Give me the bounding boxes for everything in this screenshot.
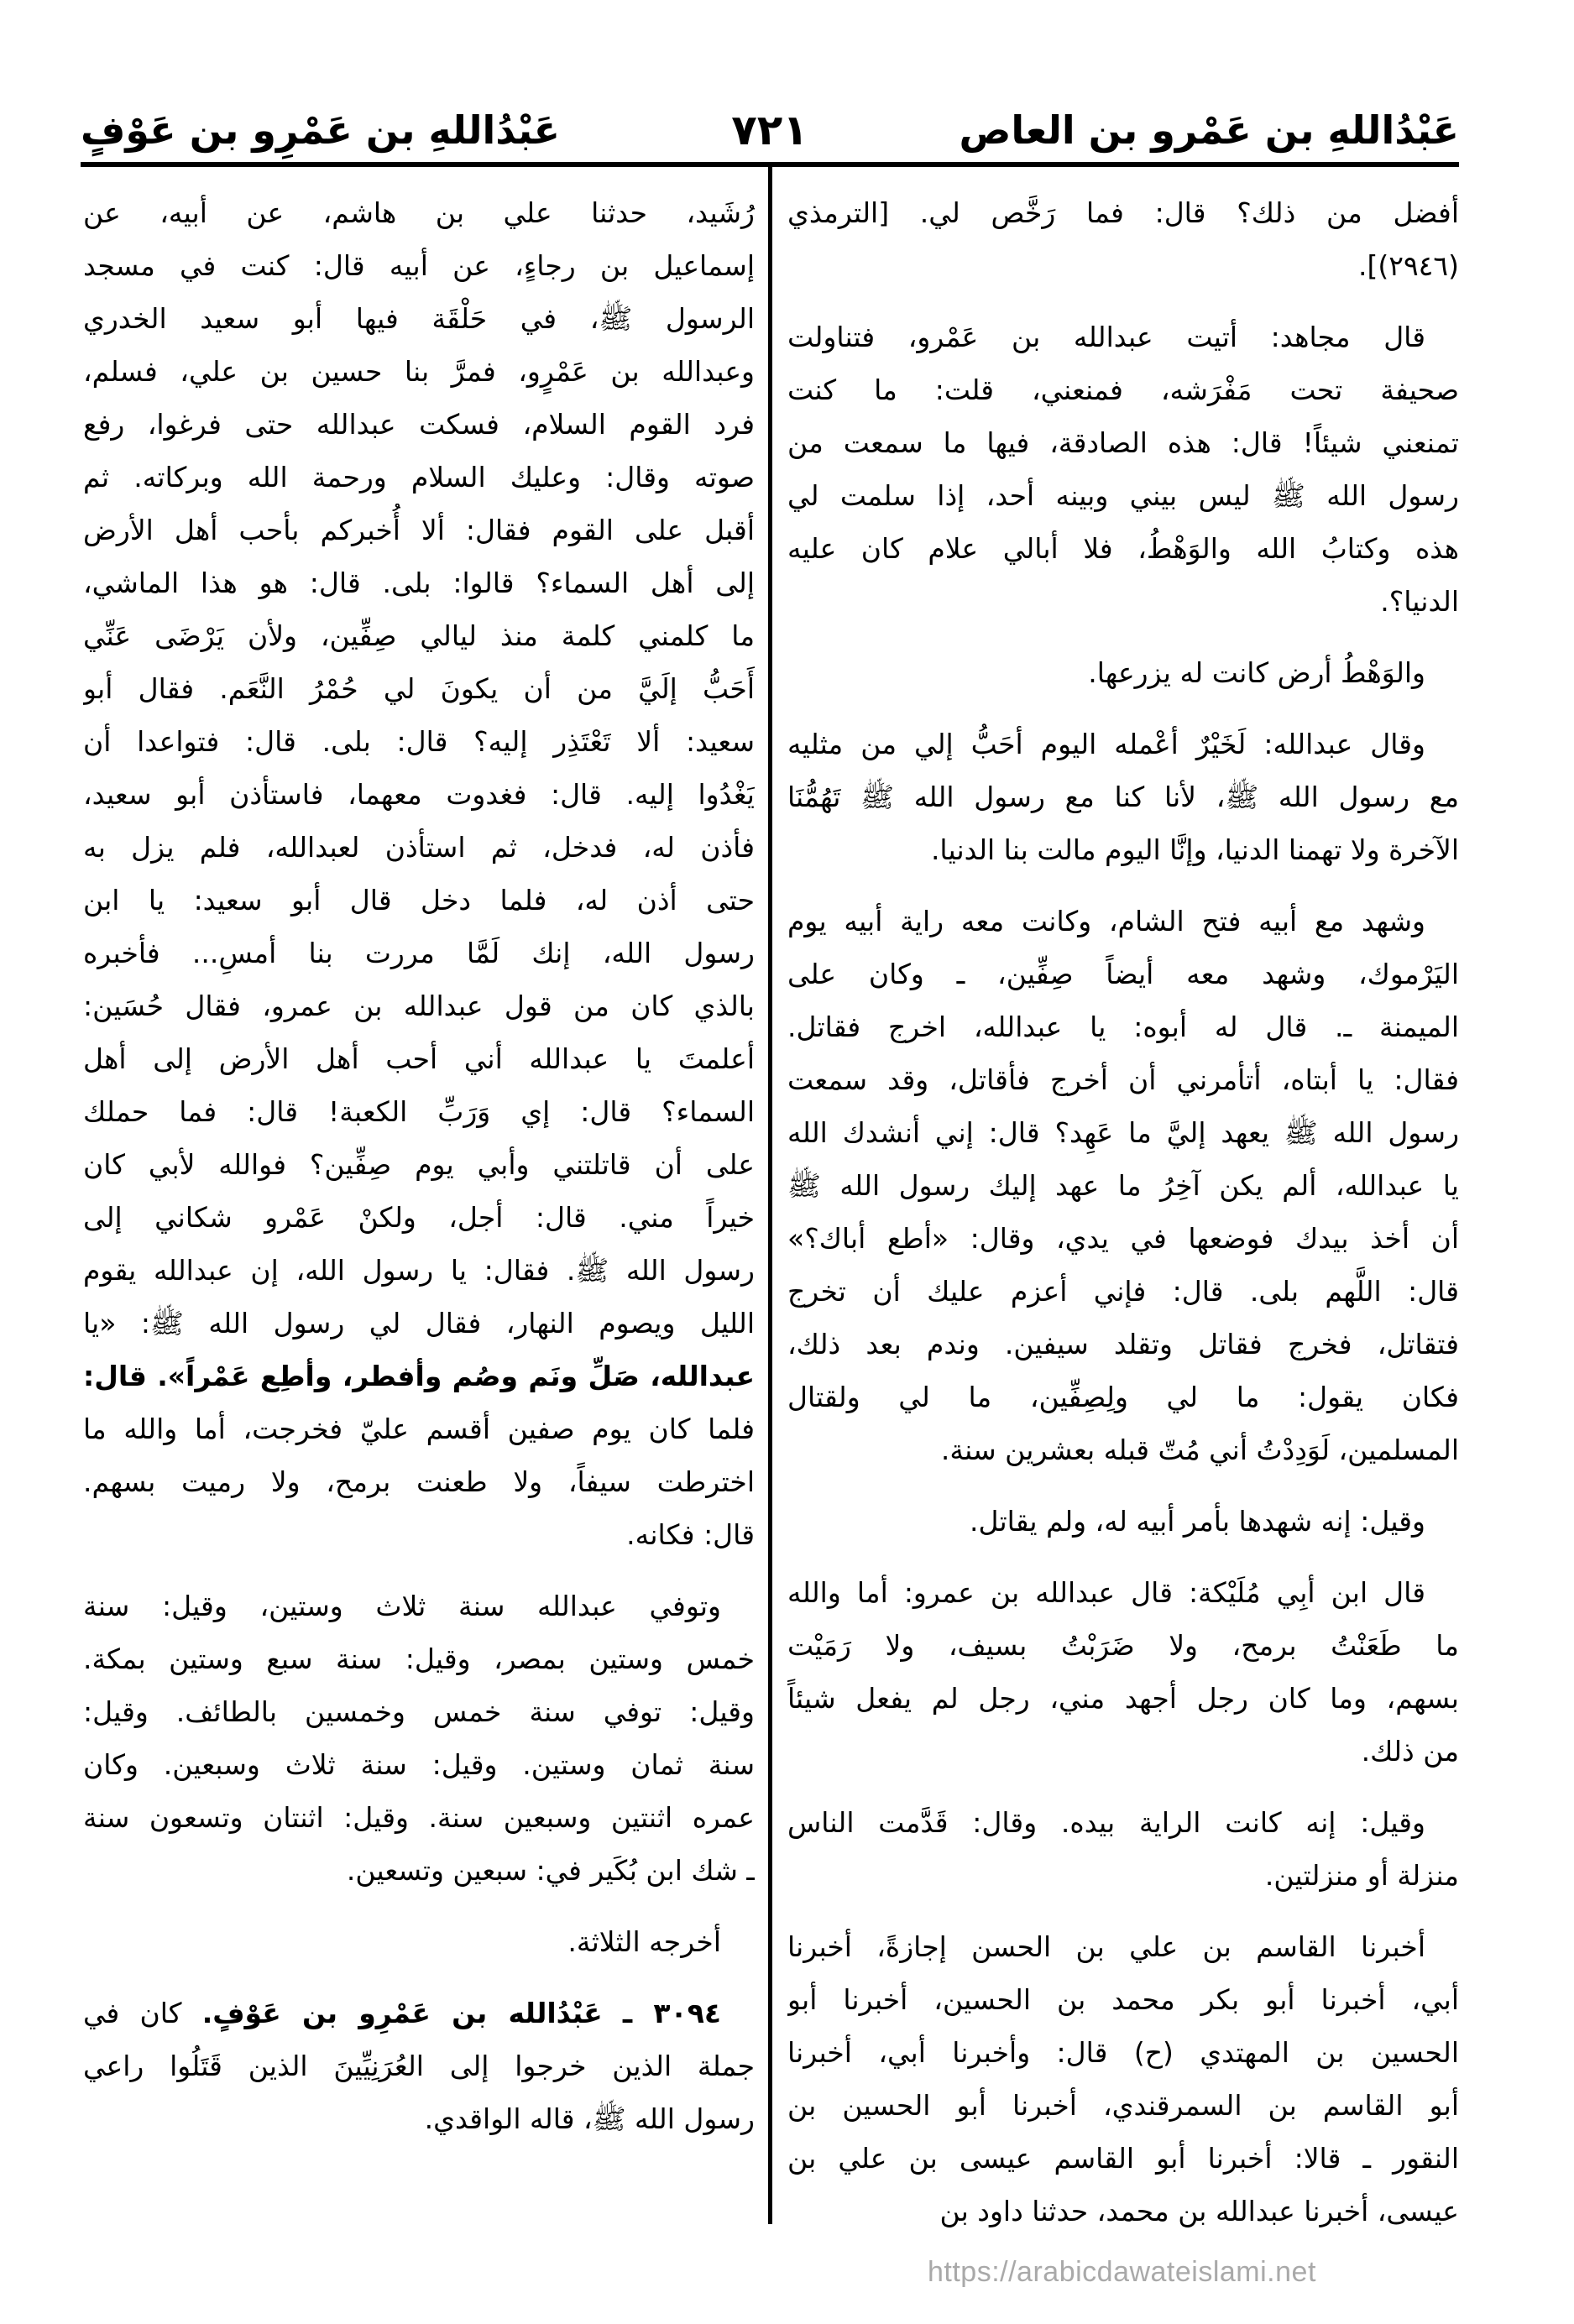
text-line: إلى أهل السماء؟ قالوا: بلى. قال: هو هذا الماشي،: [83, 567, 755, 599]
text-line: فتقاتل، فخرج فقاتل وتقلد سيفين. وندم بعد ذلك،: [787, 1328, 1459, 1360]
text-line: بسهم، وما كان رجل أجهد مني، رجل لم يفعل شيئاً: [787, 1682, 1459, 1715]
column-divider: [768, 165, 772, 2224]
text-line: الميمنة ـ. قال له أبوه: يا عبدالله، اخرج فقاتل.: [787, 1011, 1459, 1043]
text-line: المسلمين، لَوَدِدْتُ أني مُتّ قبله بعشرين سنة.: [940, 1434, 1459, 1466]
running-title-left: عَبْدُاللهِ بن عَمْرِو بن عَوْفٍ: [81, 107, 561, 153]
text-line: هذه وكتابُ الله والوَهْطُ، فلا أبالي علام كان عليه: [787, 532, 1459, 565]
text-line: رُشَيد، حدثنا علي بن هاشم، عن أبيه، عن: [83, 196, 755, 229]
text-line: قال: اللَّهم بلى. قال: فإني أعزم عليك أن تخرج: [787, 1275, 1459, 1308]
text-line: ما كلمني كلمة منذ ليالي صِفِّين، ولأن يَرْضَى عَنِّي: [83, 619, 755, 652]
text-line: رسول الله ﷺ ليس بيني وبينه أحد، إذا سلمت لي: [787, 479, 1459, 512]
text-line: أخرجه الثلاثة.: [567, 1925, 721, 1958]
text-line: وقيل: إنه شهدها بأمر أبيه له، ولم يقاتل.: [970, 1505, 1425, 1538]
watermark-url: https://arabicdawateislami.net: [928, 2256, 1316, 2288]
page-header: [81, 101, 1459, 159]
text-line: فأذن له، فدخل، ثم استأذن لعبدالله، فلم يزل به: [83, 831, 755, 864]
text-line: وشهد مع أبيه فتح الشام، وكانت معه راية أبيه يوم: [787, 905, 1425, 937]
entry-heading-line: [83, 1987, 755, 2039]
text-line: الدنيا؟.: [1380, 585, 1459, 618]
entry-name: عَبْدُالله بن عَمْرِو بن عَوْفٍ.: [201, 1997, 603, 2029]
text-line: حتى أذن له، فلما دخل قال أبو سعيد: يا ابن: [83, 884, 755, 917]
text-line: أخبرنا القاسم بن علي بن الحسن إجازةً، أخبرنا: [787, 1930, 1425, 1963]
left-column: [83, 186, 755, 2145]
text-line: قال مجاهد: أتيت عبدالله بن عَمْرو، فتناولت: [787, 321, 1425, 353]
paragraph: [787, 1495, 1459, 1548]
text-line: أَحَبُّ إلَيَّ من أن يكونَ لي حُمْرُ النَّعَم. فقال أبو: [83, 672, 755, 705]
text-line: وقيل: توفي سنة خمس وخمسين بالطائف. وقيل:: [83, 1695, 755, 1728]
text-line: السماء؟ قال: إي وَرَبِّ الكعبة! قال: فما حملك: [83, 1095, 755, 1128]
text-line: رسول الله ﷺ. فقال: يا رسول الله، إن عبدالله يقوم: [83, 1254, 755, 1287]
text-line: فقال: يا أبتاه، أتأمرني أن أخرج فأقاتل، وقد سمعت: [787, 1063, 1459, 1096]
page-number: ٧٢١: [731, 106, 808, 154]
text-line: صوته وقال: وعليك السلام ورحمة الله وبركاته. ثم: [83, 461, 755, 494]
text-line: الحسين بن المهتدي (ح) قال: وأخبرنا أبي، أخبرنا: [787, 2036, 1459, 2069]
text-line: (٢٩٤٦)].: [1357, 249, 1459, 282]
text-line: الآخرة ولا تهمنا الدنيا، وإنَّا اليوم مالت بنا الدنيا.: [930, 833, 1459, 866]
paragraph: [787, 895, 1459, 1476]
text-line: وقال عبدالله: لَخَيْرٌ أعْمله اليوم أحَبُّ إلي من مثليه: [787, 728, 1425, 760]
text-line: فلما كان يوم صفين أقسم عليّ فخرجت، أما والله ما: [83, 1413, 755, 1445]
text-line: الليل ويصوم النهار، فقال لي رسول الله ﷺ: «يا: [83, 1307, 755, 1340]
text-line: وتوفي عبدالله سنة ثلاث وستين، وقيل: سنة: [83, 1590, 721, 1622]
quoted-saying-line: عبدالله، صَلِّ ونَم وصُم وأفطر، وأطِع عَمْراً». قال:: [83, 1360, 755, 1392]
text-line: تمنعني شيئاً! قال: هذه الصادقة، فيها ما سمعت من: [787, 426, 1459, 459]
text-line: فكان يقول: ما لي ولِصِفِّين، ما لي ولقتال: [787, 1381, 1459, 1413]
text-line: رسول الله، إنك لَمَّا مررت بنا أمسِ... فأخبره: [83, 937, 755, 969]
text-line: على أن قاتلتني وأبي يوم صِفِّين؟ فوالله لأبي كان: [83, 1148, 755, 1181]
text-line: ما طَعَنْتُ برمح، ولا ضَرَبْتُ بسيف، ولا رَمَيْت: [787, 1629, 1459, 1662]
text-line: رسول الله ﷺ، قاله الواقدي.: [424, 2102, 755, 2135]
text-line: النقور ـ قالا: أخبرنا أبو القاسم عيسى بن علي بن: [787, 2142, 1459, 2175]
text-line: والوَهْطُ أرض كانت له يزرعها.: [1088, 656, 1425, 689]
text-line: أعلمتَ يا عبدالله أني أحب أهل الأرض إلى أهل: [83, 1042, 755, 1075]
text-line: أقبل على القوم فقال: ألا أُخبركم بأحب أهل الأرض: [83, 514, 755, 546]
text-line: صحيفة تحت مَفْرَشه، فمنعني، قلت: ما كنت: [787, 373, 1459, 406]
text-line: أبو القاسم بن السمرقندي، أخبرنا أبو الحسين بن: [787, 2089, 1459, 2122]
text-line: من ذلك.: [1361, 1735, 1459, 1768]
paragraph: [83, 1915, 755, 1968]
text-line: خيراً مني. قال: أجل، ولكنْ عَمْرو شكاني إلى: [83, 1201, 755, 1234]
text-line: أبي، أخبرنا أبو بكر محمد بن الحسين، أخبرنا أبو: [787, 1983, 1459, 2016]
paragraph: [787, 1920, 1459, 2238]
paragraph: [787, 718, 1459, 876]
text-line: منزلة أو منزلتين.: [1264, 1859, 1459, 1892]
text-line: سعيد: ألا تَعْتَذِر إليه؟ قال: بلى. قال: فتواعدا أن: [83, 725, 755, 758]
text-line: يَغْدُوا إليه. قال: فغدوت معهما، فاستأذن أبو سعيد،: [83, 778, 755, 811]
entry-number: ٣٠٩٤ ـ: [622, 1997, 721, 2029]
text-line: بالذي كان من قول عبدالله بن عمرو، فقال حُسَين:: [83, 990, 755, 1022]
paragraph: [787, 1796, 1459, 1902]
text-line: أن أخذ بيدك فوضعها في يدي، وقال: «أطع أباك؟»: [787, 1222, 1459, 1255]
text-line: أفضل من ذلك؟ قال: فما رَخَّص لي. [الترمذي: [787, 196, 1459, 229]
paragraph: [787, 311, 1459, 628]
right-column: [787, 186, 1459, 2238]
paragraph: [787, 1566, 1459, 1778]
text-line: عمره اثنتين وسبعين سنة. وقيل: اثنتان وتسعون سنة: [83, 1801, 755, 1834]
running-title-right: عَبْدُاللهِ بن عَمْرو بن العاص: [959, 107, 1459, 153]
paragraph: [83, 1580, 755, 1897]
text-line: إسماعيل بن رجاءٍ، عن أبيه قال: كنت في مسجد: [83, 249, 755, 282]
text-line: وعبدالله بن عَمْرٍو، فمرَّ بنا حسين بن علي، فسلم،: [83, 355, 755, 388]
text-line: رسول الله ﷺ يعهد إليَّ ما عَهِد؟ قال: إني أنشدك الله: [787, 1116, 1459, 1149]
text-line: قال: فكانه.: [626, 1518, 755, 1551]
entry-text: كان في: [83, 1997, 182, 2029]
text-line: وقيل: إنه كانت الراية بيده. وقال: قَدَّمت الناس: [787, 1806, 1425, 1839]
text-line: ـ شك ابن بُكَير في: سبعين وتسعين.: [346, 1854, 755, 1887]
biography-entry: [83, 1987, 755, 2145]
text-line: قال ابن أبِي مُلَيْكة: قال عبدالله بن عمرو: أما والله: [787, 1576, 1425, 1609]
text-line: سنة ثمان وستين. وقيل: سنة ثلاث وسبعين. وكان: [83, 1748, 755, 1781]
paragraph: [787, 186, 1459, 292]
paragraph: [83, 186, 755, 1561]
text-line: اليَرْموك، وشهد معه أيضاً صِفِّين، ـ وكان على: [787, 958, 1459, 990]
text-line: يا عبدالله، ألم يكن آخِرُ ما عهد إليك رسول الله ﷺ: [787, 1169, 1459, 1202]
text-line: عيسى، أخبرنا عبدالله بن محمد، حدثنا داود بن: [939, 2195, 1459, 2227]
paragraph: [787, 646, 1459, 699]
text-line: مع رسول الله ﷺ، لأنا كنا مع رسول الله ﷺ تَهُمُّنَا: [787, 781, 1459, 813]
text-line: خمس وستين بمصر، وقيل: سنة سبع وستين بمكة.: [83, 1642, 755, 1675]
text-line: الرسول ﷺ، في حَلْقَة فيها أبو سعيد الخدري: [83, 302, 755, 335]
text-line: جملة الذين خرجوا إلى العُرَنِيِّينَ الذين قَتَلُوا راعي: [83, 2050, 755, 2082]
text-line: اخترطت سيفاً، ولا طعنت برمح، ولا رميت بسهم.: [83, 1465, 755, 1498]
text-line: فرد القوم السلام، فسكت عبدالله حتى فرغوا، رفع: [83, 408, 755, 441]
